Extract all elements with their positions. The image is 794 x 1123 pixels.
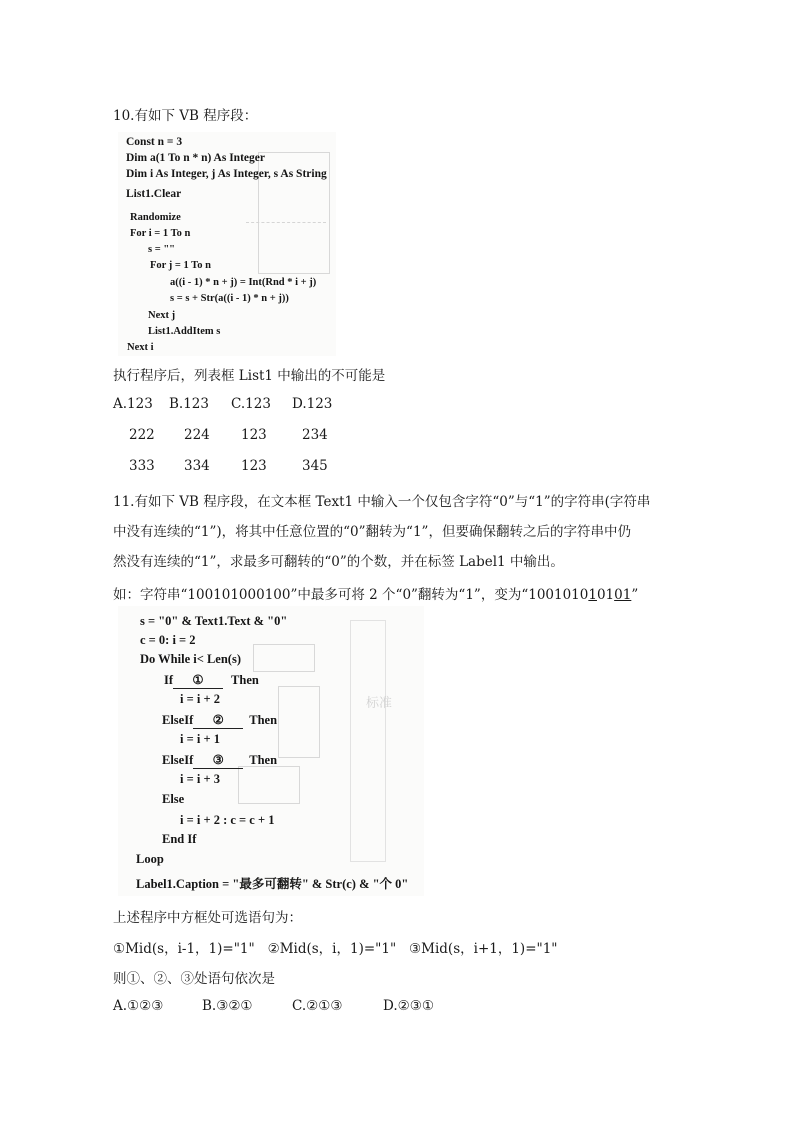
q11-hint: 上述程序中方框处可选语句为： bbox=[113, 910, 302, 926]
code-line: Do While i< Len(s) bbox=[140, 652, 241, 666]
if-keyword: If bbox=[164, 673, 174, 687]
option-b-line2: 224 bbox=[184, 427, 210, 443]
then-keyword: Then bbox=[249, 753, 278, 767]
code-line: For j = 1 To n bbox=[150, 260, 211, 271]
elseif-keyword: ElseIf bbox=[162, 713, 194, 727]
bleed-box bbox=[253, 644, 315, 672]
q11-example bbox=[113, 583, 638, 603]
code-line: Else bbox=[162, 792, 185, 806]
code-line: Next i bbox=[127, 342, 154, 353]
code-line: List1.AddItem s bbox=[148, 326, 221, 337]
option-a: A.123 bbox=[113, 396, 153, 412]
code-line: s = "0" & Text1.Text & "0" bbox=[140, 614, 288, 628]
code-line: Const n = 3 bbox=[126, 136, 183, 148]
blank-2: ② bbox=[193, 712, 243, 729]
code-line: i = i + 3 bbox=[180, 772, 220, 786]
q10-options-row3 bbox=[0, 458, 794, 478]
code-line: Dim a(1 To n * n) As Integer bbox=[126, 152, 265, 164]
bleed-box bbox=[278, 686, 320, 758]
option-d-line2: 234 bbox=[302, 427, 328, 443]
code-line: Loop bbox=[136, 852, 164, 866]
blank-1: ① bbox=[173, 672, 223, 689]
bleed-line bbox=[246, 222, 326, 223]
example-text: 01 bbox=[596, 587, 615, 603]
bleed-box bbox=[238, 766, 300, 804]
code-line: Dim i As Integer, j As Integer, s As String bbox=[126, 168, 327, 180]
option-d: D.123 bbox=[292, 396, 333, 412]
code-line: Next j bbox=[148, 310, 176, 321]
flipped-digit: 01 bbox=[614, 587, 632, 603]
q10-options-row1 bbox=[0, 396, 794, 416]
q10-options-row2 bbox=[0, 427, 794, 447]
code-line-if bbox=[164, 672, 259, 689]
code-line-elseif2 bbox=[162, 752, 277, 769]
code-line: c = 0: i = 2 bbox=[140, 633, 196, 647]
bleed-text: 标准 bbox=[366, 696, 393, 711]
q10-prompt: 执行程序后，列表框 List1 中输出的不可能是 bbox=[113, 368, 386, 384]
bleed-box bbox=[350, 620, 386, 862]
q11-choices: ①Mid(s，i-1，1)="1" ②Mid(s，i，1)="1" ③Mid(s，i+1，1)="1" bbox=[113, 941, 558, 957]
code-line: i = i + 1 bbox=[180, 732, 220, 746]
option-a-line2: 222 bbox=[129, 427, 155, 443]
code-line: a((i - 1) * n + j) = Int(Rnd * i + j) bbox=[170, 277, 317, 288]
blank-3: ③ bbox=[193, 752, 243, 769]
answer-d: D.②③① bbox=[383, 998, 434, 1014]
answer-b: B.③②① bbox=[202, 998, 253, 1014]
then-keyword: Then bbox=[231, 673, 259, 687]
q10-title: 10.有如下 VB 程序段： bbox=[113, 108, 258, 124]
flipped-digit: 1 bbox=[588, 587, 597, 603]
code-line: i = i + 2 bbox=[180, 692, 220, 706]
q11-order: 则①、②、③处语句依次是 bbox=[113, 971, 275, 987]
code-line: i = i + 2 : c = c + 1 bbox=[180, 813, 275, 827]
code-line: s = "" bbox=[148, 244, 175, 255]
code-line: Label1.Caption = "最多可翻转" & Str(c) & "个 0" bbox=[136, 877, 409, 891]
q11-para-line2: 中没有连续的“1”)，将其中任意位置的“0”翻转为“1”，但要确保翻转之后的字符串中仍 bbox=[113, 524, 631, 540]
example-text: 如：字符串“100101000100”中最多可将 2 个“0”翻转为“1”，变为“1001010 bbox=[113, 587, 589, 603]
answer-c: C.②①③ bbox=[292, 998, 343, 1014]
code-line: s = s + Str(a((i - 1) * n + j)) bbox=[170, 293, 289, 304]
code-line-elseif1 bbox=[162, 712, 277, 729]
q11-para-line3: 然没有连续的“1”，求最多可翻转的“0”的个数，并在标签 Label1 中输出。 bbox=[113, 554, 564, 570]
q11-answers bbox=[0, 998, 794, 1018]
code-line: For i = 1 To n bbox=[130, 228, 191, 239]
option-c-line2: 123 bbox=[241, 427, 267, 443]
answer-a: A.①②③ bbox=[113, 998, 164, 1014]
elseif-keyword: ElseIf bbox=[162, 753, 194, 767]
q10-code-image bbox=[118, 132, 336, 356]
code-line: Randomize bbox=[130, 212, 181, 223]
option-c: C.123 bbox=[231, 396, 271, 412]
option-b-line3: 334 bbox=[184, 458, 210, 474]
option-d-line3: 345 bbox=[302, 458, 328, 474]
option-b: B.123 bbox=[169, 396, 209, 412]
code-line: End If bbox=[162, 832, 197, 846]
q11-code-image bbox=[118, 606, 424, 896]
q11-para-line1: 11.有如下 VB 程序段，在文本框 Text1 中输入一个仅包含字符“0”与“1”的字符串(字符串 bbox=[113, 494, 651, 510]
then-keyword: Then bbox=[249, 713, 278, 727]
option-a-line3: 333 bbox=[129, 458, 155, 474]
code-line: List1.Clear bbox=[126, 188, 182, 200]
option-c-line3: 123 bbox=[241, 458, 267, 474]
example-text: ” bbox=[631, 587, 639, 603]
